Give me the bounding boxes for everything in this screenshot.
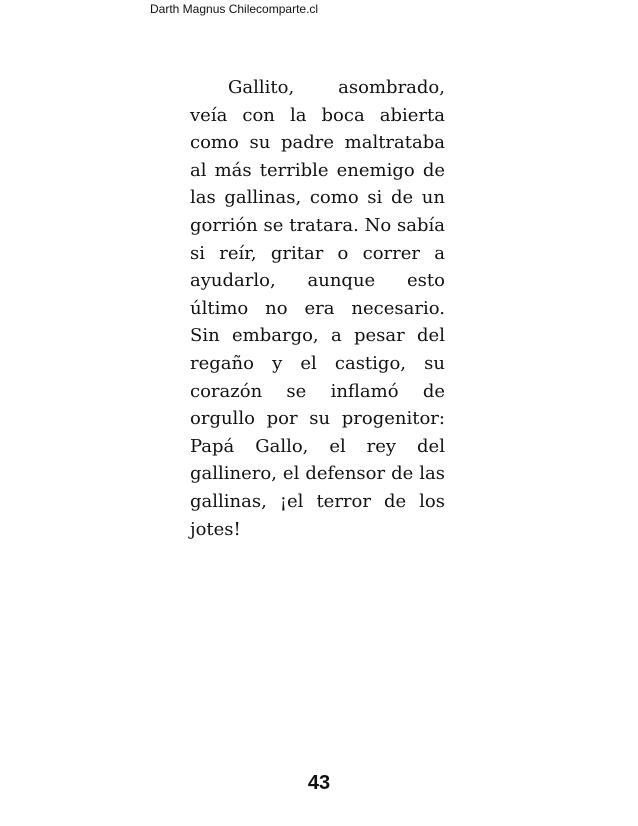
text-line (190, 488, 445, 516)
word: pesar (353, 325, 405, 347)
text-line (190, 322, 445, 350)
word: su (424, 352, 445, 374)
text-line (190, 350, 445, 378)
word: o (337, 242, 349, 264)
word: con (242, 104, 275, 126)
word: era (304, 297, 335, 319)
word: su (249, 132, 271, 154)
word: las (419, 463, 445, 485)
word: regaño (190, 352, 254, 374)
word: último (190, 297, 249, 319)
word: inflamó (330, 380, 399, 402)
word: jotes! (190, 518, 241, 540)
word: la (289, 104, 307, 126)
text-line (190, 405, 445, 433)
word: de (391, 463, 414, 485)
word: por (266, 408, 298, 430)
word: se (286, 380, 307, 402)
word: de (422, 159, 445, 181)
word: ayudarlo, (190, 270, 276, 292)
word: No (364, 214, 392, 236)
word: se (263, 214, 284, 236)
word: progenitor: (341, 408, 445, 430)
word: corazón (190, 380, 263, 402)
word: terror (316, 490, 371, 512)
text-line (190, 378, 445, 406)
word: del (417, 435, 445, 457)
word: si (190, 242, 205, 264)
word: embargo, (231, 325, 319, 347)
word: Sin (190, 325, 220, 347)
text-line (190, 157, 445, 185)
word: más (214, 159, 252, 181)
text-line (190, 295, 445, 323)
word: ¡el (279, 490, 304, 512)
word: Gallito, (228, 77, 295, 98)
word: necesario. (351, 297, 445, 319)
text-line (190, 102, 445, 130)
word: si (367, 187, 383, 209)
word: gallinas, (190, 490, 267, 512)
text-line (190, 240, 445, 268)
word: gritar (270, 242, 324, 264)
text-line (190, 460, 445, 488)
text-line (190, 433, 445, 461)
word: de (422, 380, 445, 402)
word: al (190, 159, 207, 181)
word: Gallo, (255, 435, 309, 457)
word: como (190, 132, 239, 154)
word: rey (366, 435, 397, 457)
word: esto (407, 270, 445, 292)
word: el (282, 463, 300, 485)
word: padre (280, 132, 334, 154)
word: los (419, 490, 445, 512)
text-line (190, 184, 445, 212)
word: las (190, 187, 216, 209)
word: maltrataba (344, 132, 445, 154)
word: defensor (305, 463, 386, 485)
text-line (190, 212, 445, 240)
word: sabía (396, 214, 445, 236)
word: enemigo (336, 159, 415, 181)
text-line (190, 74, 445, 102)
page-header: Darth Magnus Chilecomparte.cl (150, 2, 319, 16)
word: de (390, 187, 414, 209)
word: asombrado, (338, 77, 445, 98)
word: abierta (379, 104, 445, 126)
word: aunque (307, 270, 376, 292)
word: reír, (219, 242, 257, 264)
word: no (265, 297, 288, 319)
word: a (330, 325, 342, 347)
word: boca (321, 104, 365, 126)
word: castigo, (334, 352, 406, 374)
word: gorrión (190, 214, 258, 236)
page-number: 43 (307, 772, 331, 794)
word: del (417, 325, 445, 347)
word: gallinas, (224, 187, 302, 209)
word: a (434, 242, 445, 264)
word: terrible (259, 159, 329, 181)
body-paragraph (190, 74, 445, 543)
word: el (300, 352, 317, 374)
word: correr (362, 242, 420, 264)
word: de (383, 490, 407, 512)
word: como (309, 187, 359, 209)
word: el (329, 435, 346, 457)
word: Papá (190, 435, 235, 457)
word: veía (190, 104, 228, 126)
word: tratara. (289, 214, 359, 236)
word: su (309, 408, 331, 430)
text-line (190, 129, 445, 157)
text-line (190, 267, 445, 295)
text-line (190, 516, 445, 544)
word: gallinero, (190, 463, 277, 485)
word: y (272, 352, 283, 374)
word: orgullo (190, 408, 255, 430)
word: un (421, 187, 445, 209)
